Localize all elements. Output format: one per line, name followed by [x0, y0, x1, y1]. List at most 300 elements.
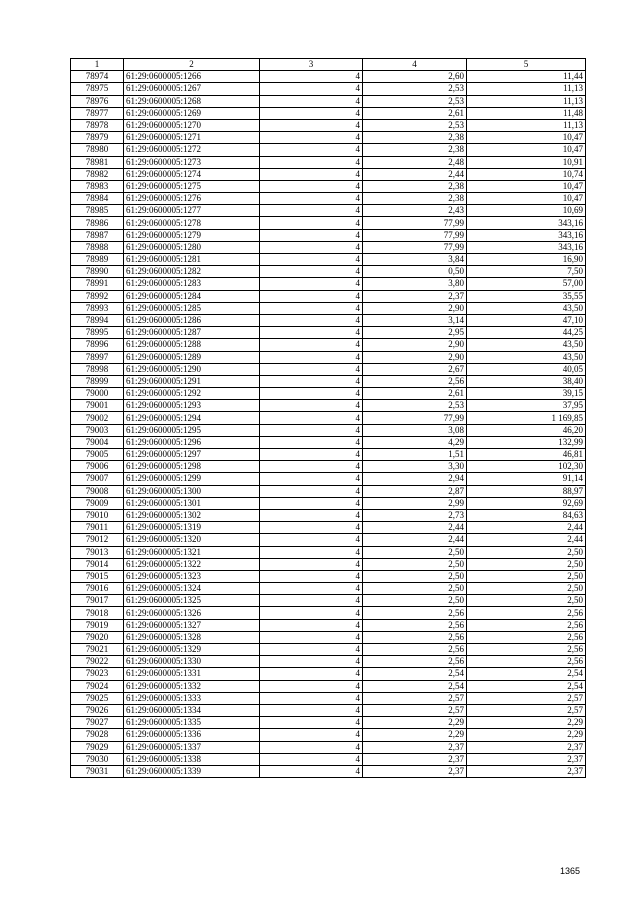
cell-cadastral-number: 61:29:0600005:1337: [124, 741, 260, 753]
table-row: [71, 388, 586, 400]
cell-row-number: 78987: [71, 229, 124, 241]
cell-value-b: 84,63: [467, 509, 586, 521]
cell-category-code: 4: [260, 607, 363, 619]
cell-value-b: 39,15: [467, 388, 586, 400]
cell-value-a: 2,29: [363, 717, 467, 729]
cell-value-b: 2,54: [467, 680, 586, 692]
cell-row-number: 79014: [71, 558, 124, 570]
cell-value-a: 2,50: [363, 583, 467, 595]
cell-row-number: 78983: [71, 180, 124, 192]
cell-value-a: 2,56: [363, 631, 467, 643]
cell-cadastral-number: 61:29:0600005:1276: [124, 193, 260, 205]
cell-value-b: 2,50: [467, 546, 586, 558]
cell-value-b: 2,37: [467, 753, 586, 765]
cell-category-code: 4: [260, 388, 363, 400]
cell-row-number: 79027: [71, 717, 124, 729]
cell-value-b: 2,57: [467, 692, 586, 704]
cell-row-number: 79028: [71, 729, 124, 741]
cell-cadastral-number: 61:29:0600005:1338: [124, 753, 260, 765]
cell-category-code: 4: [260, 595, 363, 607]
cell-cadastral-number: 61:29:0600005:1267: [124, 83, 260, 95]
cell-category-code: 4: [260, 83, 363, 95]
column-header-4: 4: [363, 59, 467, 71]
cell-row-number: 78989: [71, 254, 124, 266]
cell-category-code: 4: [260, 680, 363, 692]
cell-value-a: 2,48: [363, 156, 467, 168]
cell-value-b: 40,05: [467, 363, 586, 375]
cell-category-code: 4: [260, 509, 363, 521]
cell-row-number: 79029: [71, 741, 124, 753]
cell-cadastral-number: 61:29:0600005:1274: [124, 168, 260, 180]
cell-category-code: 4: [260, 180, 363, 192]
cell-category-code: 4: [260, 119, 363, 131]
cell-category-code: 4: [260, 290, 363, 302]
cell-value-a: 2,50: [363, 570, 467, 582]
cell-row-number: 78978: [71, 119, 124, 131]
cell-value-b: 57,00: [467, 278, 586, 290]
cell-cadastral-number: 61:29:0600005:1299: [124, 473, 260, 485]
table-row: [71, 71, 586, 83]
table-row: [71, 302, 586, 314]
cell-category-code: 4: [260, 534, 363, 546]
cell-cadastral-number: 61:29:0600005:1277: [124, 205, 260, 217]
cell-cadastral-number: 61:29:0600005:1300: [124, 485, 260, 497]
cell-cadastral-number: 61:29:0600005:1302: [124, 509, 260, 521]
cell-value-a: 2,53: [363, 400, 467, 412]
cell-category-code: 4: [260, 107, 363, 119]
cell-category-code: 4: [260, 363, 363, 375]
cell-cadastral-number: 61:29:0600005:1284: [124, 290, 260, 302]
cell-value-b: 7,50: [467, 266, 586, 278]
cell-value-a: 2,90: [363, 302, 467, 314]
table-row: [71, 107, 586, 119]
cell-row-number: 78997: [71, 351, 124, 363]
cell-cadastral-number: 61:29:0600005:1296: [124, 436, 260, 448]
table-row: [71, 485, 586, 497]
cell-row-number: 78991: [71, 278, 124, 290]
page-number: 1365: [560, 866, 581, 876]
data-table: [70, 58, 586, 778]
cell-value-a: 3,80: [363, 278, 467, 290]
column-header-5: 5: [467, 59, 586, 71]
cell-category-code: 4: [260, 156, 363, 168]
table-row: [71, 631, 586, 643]
cell-value-a: 2,60: [363, 71, 467, 83]
cell-category-code: 4: [260, 314, 363, 326]
cell-row-number: 78980: [71, 144, 124, 156]
table-row: [71, 570, 586, 582]
cell-cadastral-number: 61:29:0600005:1325: [124, 595, 260, 607]
cell-category-code: 4: [260, 95, 363, 107]
cell-value-a: 2,37: [363, 765, 467, 777]
cell-value-b: 10,47: [467, 144, 586, 156]
cell-category-code: 4: [260, 278, 363, 290]
cell-category-code: 4: [260, 741, 363, 753]
cell-row-number: 79023: [71, 668, 124, 680]
table-body: [71, 71, 586, 778]
table-row: [71, 668, 586, 680]
cell-row-number: 78979: [71, 132, 124, 144]
cell-row-number: 79004: [71, 436, 124, 448]
cell-row-number: 78995: [71, 327, 124, 339]
cell-value-a: 2,57: [363, 692, 467, 704]
cell-value-b: 2,56: [467, 631, 586, 643]
table-row: [71, 266, 586, 278]
cell-category-code: 4: [260, 339, 363, 351]
table-row: [71, 461, 586, 473]
table-row: [71, 254, 586, 266]
table-row: [71, 583, 586, 595]
cell-row-number: 78999: [71, 375, 124, 387]
cell-row-number: 78981: [71, 156, 124, 168]
cell-row-number: 78974: [71, 71, 124, 83]
table-row: [71, 595, 586, 607]
cell-category-code: 4: [260, 717, 363, 729]
table-row: [71, 717, 586, 729]
cell-value-a: 2,50: [363, 595, 467, 607]
cell-category-code: 4: [260, 254, 363, 266]
cell-value-b: 91,14: [467, 473, 586, 485]
cell-row-number: 79021: [71, 644, 124, 656]
cell-value-b: 2,37: [467, 741, 586, 753]
table-row: [71, 132, 586, 144]
cell-cadastral-number: 61:29:0600005:1321: [124, 546, 260, 558]
table-row: [71, 729, 586, 741]
cell-category-code: 4: [260, 449, 363, 461]
table-row: [71, 412, 586, 424]
cell-value-b: 2,50: [467, 595, 586, 607]
cell-category-code: 4: [260, 205, 363, 217]
table-row: [71, 656, 586, 668]
cell-value-b: 2,44: [467, 522, 586, 534]
table-row: [71, 704, 586, 716]
cell-value-b: 2,50: [467, 558, 586, 570]
cell-category-code: 4: [260, 217, 363, 229]
cell-value-a: 2,56: [363, 644, 467, 656]
cell-value-b: 343,16: [467, 217, 586, 229]
cell-value-b: 88,97: [467, 485, 586, 497]
cell-category-code: 4: [260, 144, 363, 156]
table-row: [71, 375, 586, 387]
cell-category-code: 4: [260, 644, 363, 656]
cell-row-number: 79026: [71, 704, 124, 716]
cell-value-b: 10,91: [467, 156, 586, 168]
cell-cadastral-number: 61:29:0600005:1283: [124, 278, 260, 290]
table-row: [71, 680, 586, 692]
cell-value-b: 47,10: [467, 314, 586, 326]
cell-category-code: 4: [260, 656, 363, 668]
table-row: [71, 95, 586, 107]
cell-cadastral-number: 61:29:0600005:1291: [124, 375, 260, 387]
cell-category-code: 4: [260, 132, 363, 144]
cell-category-code: 4: [260, 193, 363, 205]
cell-value-b: 2,50: [467, 570, 586, 582]
table-row: [71, 644, 586, 656]
table-row: [71, 205, 586, 217]
table-header-row: [71, 59, 586, 71]
cell-cadastral-number: 61:29:0600005:1328: [124, 631, 260, 643]
cell-row-number: 79015: [71, 570, 124, 582]
table-row: [71, 497, 586, 509]
cell-value-a: 2,44: [363, 522, 467, 534]
cell-row-number: 79022: [71, 656, 124, 668]
cell-value-b: 11,13: [467, 83, 586, 95]
cell-value-b: 43,50: [467, 339, 586, 351]
cell-value-b: 43,50: [467, 302, 586, 314]
cell-cadastral-number: 61:29:0600005:1269: [124, 107, 260, 119]
table-row: [71, 449, 586, 461]
cell-cadastral-number: 61:29:0600005:1295: [124, 424, 260, 436]
cell-row-number: 79009: [71, 497, 124, 509]
cell-row-number: 79011: [71, 522, 124, 534]
cell-category-code: 4: [260, 375, 363, 387]
cell-row-number: 78994: [71, 314, 124, 326]
cell-category-code: 4: [260, 461, 363, 473]
cell-value-a: 4,29: [363, 436, 467, 448]
table-row: [71, 217, 586, 229]
cell-cadastral-number: 61:29:0600005:1288: [124, 339, 260, 351]
table-row: [71, 327, 586, 339]
cell-category-code: 4: [260, 692, 363, 704]
cell-cadastral-number: 61:29:0600005:1266: [124, 71, 260, 83]
cell-value-a: 77,99: [363, 229, 467, 241]
cell-cadastral-number: 61:29:0600005:1336: [124, 729, 260, 741]
cell-row-number: 79020: [71, 631, 124, 643]
cell-row-number: 79024: [71, 680, 124, 692]
cell-value-a: 2,99: [363, 497, 467, 509]
cell-cadastral-number: 61:29:0600005:1301: [124, 497, 260, 509]
cell-row-number: 79010: [71, 509, 124, 521]
cell-value-b: 11,13: [467, 95, 586, 107]
cell-category-code: 4: [260, 497, 363, 509]
cell-value-b: 10,47: [467, 193, 586, 205]
cell-row-number: 78998: [71, 363, 124, 375]
cell-row-number: 79016: [71, 583, 124, 595]
cell-value-b: 343,16: [467, 229, 586, 241]
table-row: [71, 607, 586, 619]
cell-value-b: 10,47: [467, 180, 586, 192]
cell-cadastral-number: 61:29:0600005:1268: [124, 95, 260, 107]
table-row: [71, 400, 586, 412]
cell-cadastral-number: 61:29:0600005:1332: [124, 680, 260, 692]
cell-value-a: 2,56: [363, 375, 467, 387]
cell-value-b: 11,48: [467, 107, 586, 119]
cell-row-number: 79019: [71, 619, 124, 631]
cell-row-number: 79003: [71, 424, 124, 436]
cell-category-code: 4: [260, 558, 363, 570]
cell-cadastral-number: 61:29:0600005:1324: [124, 583, 260, 595]
table-row: [71, 741, 586, 753]
cell-value-a: 2,37: [363, 753, 467, 765]
cell-category-code: 4: [260, 583, 363, 595]
cell-value-b: 35,55: [467, 290, 586, 302]
cell-row-number: 79005: [71, 449, 124, 461]
cell-category-code: 4: [260, 229, 363, 241]
cell-value-a: 2,50: [363, 558, 467, 570]
cell-value-b: 44,25: [467, 327, 586, 339]
table-row: [71, 144, 586, 156]
cell-category-code: 4: [260, 351, 363, 363]
cell-category-code: 4: [260, 436, 363, 448]
cell-row-number: 79002: [71, 412, 124, 424]
cell-value-b: 10,47: [467, 132, 586, 144]
cell-category-code: 4: [260, 765, 363, 777]
cell-row-number: 79001: [71, 400, 124, 412]
table-row: [71, 436, 586, 448]
cell-cadastral-number: 61:29:0600005:1294: [124, 412, 260, 424]
cell-row-number: 78982: [71, 168, 124, 180]
cell-value-b: 10,69: [467, 205, 586, 217]
cell-cadastral-number: 61:29:0600005:1275: [124, 180, 260, 192]
cell-row-number: 79000: [71, 388, 124, 400]
cell-value-b: 37,95: [467, 400, 586, 412]
cell-category-code: 4: [260, 71, 363, 83]
cell-value-a: 2,44: [363, 534, 467, 546]
cell-value-a: 2,56: [363, 656, 467, 668]
cell-category-code: 4: [260, 302, 363, 314]
cell-cadastral-number: 61:29:0600005:1270: [124, 119, 260, 131]
cell-cadastral-number: 61:29:0600005:1278: [124, 217, 260, 229]
table-row: [71, 558, 586, 570]
cell-row-number: 79012: [71, 534, 124, 546]
cell-value-a: 77,99: [363, 241, 467, 253]
table-row: [71, 278, 586, 290]
table-row: [71, 619, 586, 631]
cell-row-number: 78984: [71, 193, 124, 205]
cell-category-code: 4: [260, 704, 363, 716]
cell-cadastral-number: 61:29:0600005:1287: [124, 327, 260, 339]
cell-value-b: 43,50: [467, 351, 586, 363]
cell-category-code: 4: [260, 619, 363, 631]
cell-cadastral-number: 61:29:0600005:1330: [124, 656, 260, 668]
cell-value-a: 2,90: [363, 339, 467, 351]
cell-cadastral-number: 61:29:0600005:1285: [124, 302, 260, 314]
cell-cadastral-number: 61:29:0600005:1292: [124, 388, 260, 400]
cell-value-a: 3,08: [363, 424, 467, 436]
cell-value-b: 2,57: [467, 704, 586, 716]
cell-cadastral-number: 61:29:0600005:1339: [124, 765, 260, 777]
cell-value-a: 2,50: [363, 546, 467, 558]
cell-value-b: 2,29: [467, 717, 586, 729]
cell-value-a: 2,56: [363, 607, 467, 619]
cell-category-code: 4: [260, 241, 363, 253]
table-row: [71, 290, 586, 302]
table-row: [71, 753, 586, 765]
cell-value-a: 2,53: [363, 119, 467, 131]
cell-row-number: 79025: [71, 692, 124, 704]
cell-row-number: 78996: [71, 339, 124, 351]
cell-value-a: 0,50: [363, 266, 467, 278]
table-row: [71, 509, 586, 521]
cell-value-b: 11,13: [467, 119, 586, 131]
table-row: [71, 424, 586, 436]
cell-category-code: 4: [260, 327, 363, 339]
table-row: [71, 363, 586, 375]
cell-value-a: 2,38: [363, 144, 467, 156]
table-row: [71, 168, 586, 180]
cell-cadastral-number: 61:29:0600005:1298: [124, 461, 260, 473]
cell-value-a: 3,30: [363, 461, 467, 473]
table-row: [71, 241, 586, 253]
cell-cadastral-number: 61:29:0600005:1280: [124, 241, 260, 253]
cell-value-a: 2,37: [363, 290, 467, 302]
cell-category-code: 4: [260, 570, 363, 582]
cell-value-a: 2,43: [363, 205, 467, 217]
cell-value-a: 2,38: [363, 132, 467, 144]
cell-category-code: 4: [260, 424, 363, 436]
cell-value-b: 11,44: [467, 71, 586, 83]
cell-row-number: 79007: [71, 473, 124, 485]
cell-cadastral-number: 61:29:0600005:1290: [124, 363, 260, 375]
cell-cadastral-number: 61:29:0600005:1282: [124, 266, 260, 278]
table-row: [71, 351, 586, 363]
cell-value-a: 2,61: [363, 107, 467, 119]
cell-cadastral-number: 61:29:0600005:1322: [124, 558, 260, 570]
cell-cadastral-number: 61:29:0600005:1320: [124, 534, 260, 546]
table-row: [71, 156, 586, 168]
column-header-3: 3: [260, 59, 363, 71]
cell-row-number: 78993: [71, 302, 124, 314]
cell-row-number: 78975: [71, 83, 124, 95]
cell-value-b: 2,54: [467, 668, 586, 680]
table-row: [71, 119, 586, 131]
cell-value-b: 1 169,85: [467, 412, 586, 424]
table-row: [71, 534, 586, 546]
table-row: [71, 522, 586, 534]
cell-value-a: 2,54: [363, 668, 467, 680]
cell-category-code: 4: [260, 266, 363, 278]
table-row: [71, 765, 586, 777]
cell-value-b: 2,37: [467, 765, 586, 777]
table-row: [71, 339, 586, 351]
column-header-2: 2: [124, 59, 260, 71]
cell-value-b: 2,56: [467, 656, 586, 668]
cell-row-number: 78977: [71, 107, 124, 119]
cell-value-a: 2,67: [363, 363, 467, 375]
cell-value-a: 2,57: [363, 704, 467, 716]
cell-row-number: 78988: [71, 241, 124, 253]
cell-value-b: 10,74: [467, 168, 586, 180]
cell-cadastral-number: 61:29:0600005:1281: [124, 254, 260, 266]
cell-value-a: 3,84: [363, 254, 467, 266]
table-row: [71, 314, 586, 326]
cell-category-code: 4: [260, 729, 363, 741]
cell-value-b: 343,16: [467, 241, 586, 253]
cell-value-a: 77,99: [363, 217, 467, 229]
cell-value-a: 2,56: [363, 619, 467, 631]
cell-category-code: 4: [260, 753, 363, 765]
cell-category-code: 4: [260, 400, 363, 412]
cell-cadastral-number: 61:29:0600005:1279: [124, 229, 260, 241]
cell-value-a: 1,51: [363, 449, 467, 461]
cell-cadastral-number: 61:29:0600005:1286: [124, 314, 260, 326]
cell-value-b: 92,69: [467, 497, 586, 509]
cell-category-code: 4: [260, 668, 363, 680]
cell-value-b: 2,56: [467, 644, 586, 656]
cell-row-number: 78986: [71, 217, 124, 229]
cell-value-a: 2,53: [363, 83, 467, 95]
cell-value-b: 46,20: [467, 424, 586, 436]
cell-value-a: 2,29: [363, 729, 467, 741]
cell-category-code: 4: [260, 485, 363, 497]
cell-value-a: 2,37: [363, 741, 467, 753]
cell-row-number: 79030: [71, 753, 124, 765]
cell-value-a: 2,94: [363, 473, 467, 485]
cell-value-a: 2,87: [363, 485, 467, 497]
cell-value-a: 2,38: [363, 193, 467, 205]
column-header-1: 1: [71, 59, 124, 71]
cell-row-number: 79013: [71, 546, 124, 558]
